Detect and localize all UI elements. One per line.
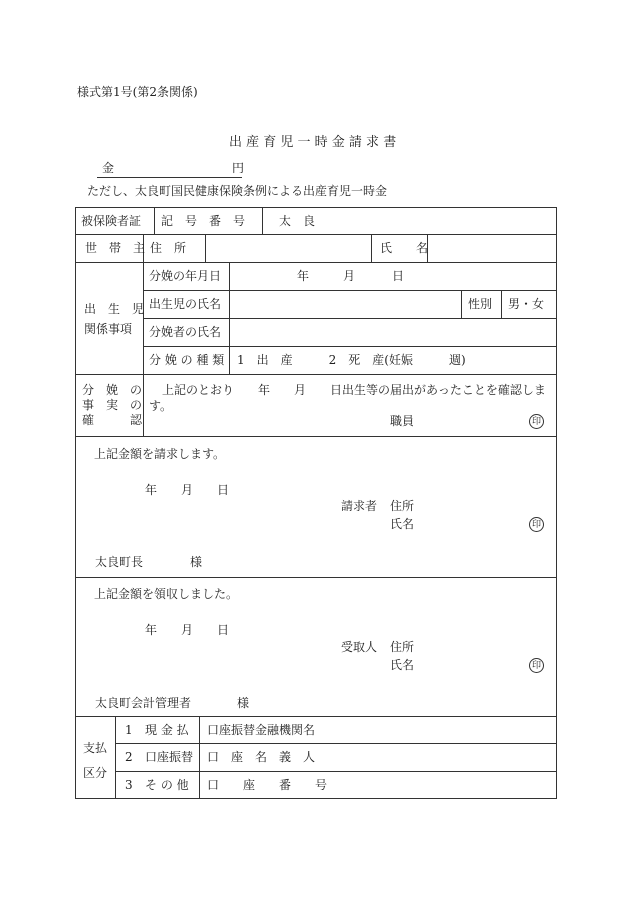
page-title: 出 産 育 児 一 時 金 請 求 書 <box>229 135 397 150</box>
col-divider <box>199 716 200 799</box>
card-number-label: 記 号 番 号 <box>161 214 246 228</box>
date-month: 月 <box>343 269 356 283</box>
request-honorific: 様 <box>190 555 203 569</box>
row-divider <box>143 290 557 291</box>
confirmation-text-2: す。 <box>149 399 173 413</box>
sex-value: 男・女 <box>508 297 545 311</box>
col-divider <box>501 290 502 318</box>
row-divider <box>143 318 557 319</box>
col-divider <box>143 262 144 436</box>
row-divider <box>75 234 557 235</box>
row-divider <box>75 436 557 437</box>
bank-name-label: 口座振替金融機関名 <box>207 723 316 737</box>
sex-label: 性別 <box>468 297 493 311</box>
form-number: 様式第1号(第2条関係) <box>77 85 198 99</box>
col-divider <box>262 207 263 234</box>
receipt-date: 年 月 日 <box>145 623 230 637</box>
form-table <box>75 207 557 799</box>
delivery-date-label: 分娩の年月日 <box>149 269 222 283</box>
amount-suffix: 円 <box>232 161 245 175</box>
col-divider <box>461 290 462 318</box>
request-statement: 上記金額を請求します。 <box>94 447 226 461</box>
insured-card-label: 被保険者証 <box>81 214 142 228</box>
account-holder-label: 口 座 名 義 人 <box>207 750 316 764</box>
request-date: 年 月 日 <box>145 483 230 497</box>
birth-group-label-2: 関係事項 <box>84 322 133 336</box>
delivery-type-label: 分 娩 の 種 類 <box>149 353 225 367</box>
seal-icon: 印 <box>529 414 544 429</box>
payment-label: 支払 <box>83 741 108 755</box>
col-divider <box>229 262 230 374</box>
col-divider <box>371 234 372 262</box>
confirmation-label-3: 確 認 <box>82 413 143 427</box>
request-addressee: 太良町長 <box>95 555 144 569</box>
row-divider <box>75 716 557 717</box>
payment-option-num: 2 <box>125 750 133 764</box>
payment-label-2: 区分 <box>83 766 108 780</box>
confirmation-text: 上記のとおり 年 月 日出生等の届出があったことを確認しま <box>162 383 546 397</box>
requester-address-label: 住所 <box>390 499 415 513</box>
child-name-label: 出生児の氏名 <box>149 297 222 311</box>
name-label: 氏 名 <box>380 241 429 255</box>
mother-name-label: 分娩者の氏名 <box>149 325 222 339</box>
row-divider <box>143 346 557 347</box>
col-divider <box>115 716 116 799</box>
row-divider <box>115 771 557 772</box>
account-number-label: 口 座 番 号 <box>207 778 328 792</box>
delivery-type-options: 1 出 産 2 死 産(妊娠 週) <box>237 353 466 367</box>
row-divider <box>115 743 557 744</box>
receipt-honorific: 様 <box>237 696 250 710</box>
row-divider <box>75 374 557 375</box>
date-year: 年 <box>297 269 310 283</box>
requester-label: 請求者 <box>341 499 378 513</box>
payment-option-label: そ の 他 <box>145 778 189 792</box>
col-divider <box>205 234 206 262</box>
receipt-addressee: 太良町会計管理者 <box>95 696 192 710</box>
seal-icon: 印 <box>529 658 544 673</box>
staff-label: 職員 <box>390 414 415 428</box>
note-text: ただし、太良町国民健康保険条例による出産育児一時金 <box>87 184 388 198</box>
receiver-address-label: 住所 <box>390 640 415 654</box>
birth-group-label: 出 生 児 <box>84 302 145 316</box>
confirmation-label: 分 娩 の <box>82 383 143 397</box>
requester-name-label: 氏名 <box>390 517 415 531</box>
payment-option-label: 口座振替 <box>145 750 194 764</box>
amount-prefix: 金 <box>102 161 115 175</box>
confirmation-label-2: 事 実 の <box>82 398 143 412</box>
receiver-label: 受取人 <box>341 640 378 654</box>
row-divider <box>75 577 557 578</box>
payment-option-num: 1 <box>125 723 133 737</box>
address-label: 住 所 <box>150 241 187 255</box>
receiver-name-label: 氏名 <box>390 658 415 672</box>
row-divider <box>75 262 557 263</box>
town-name: 太 良 <box>279 214 316 228</box>
household-head-label: 世 帯 主 <box>85 241 146 255</box>
payment-option-num: 3 <box>125 778 133 792</box>
receipt-statement: 上記金額を領収しました。 <box>94 587 239 601</box>
date-day: 日 <box>392 269 405 283</box>
col-divider <box>154 207 155 234</box>
seal-icon: 印 <box>529 517 544 532</box>
payment-option-label: 現 金 払 <box>145 723 189 737</box>
amount-underline <box>97 177 242 178</box>
